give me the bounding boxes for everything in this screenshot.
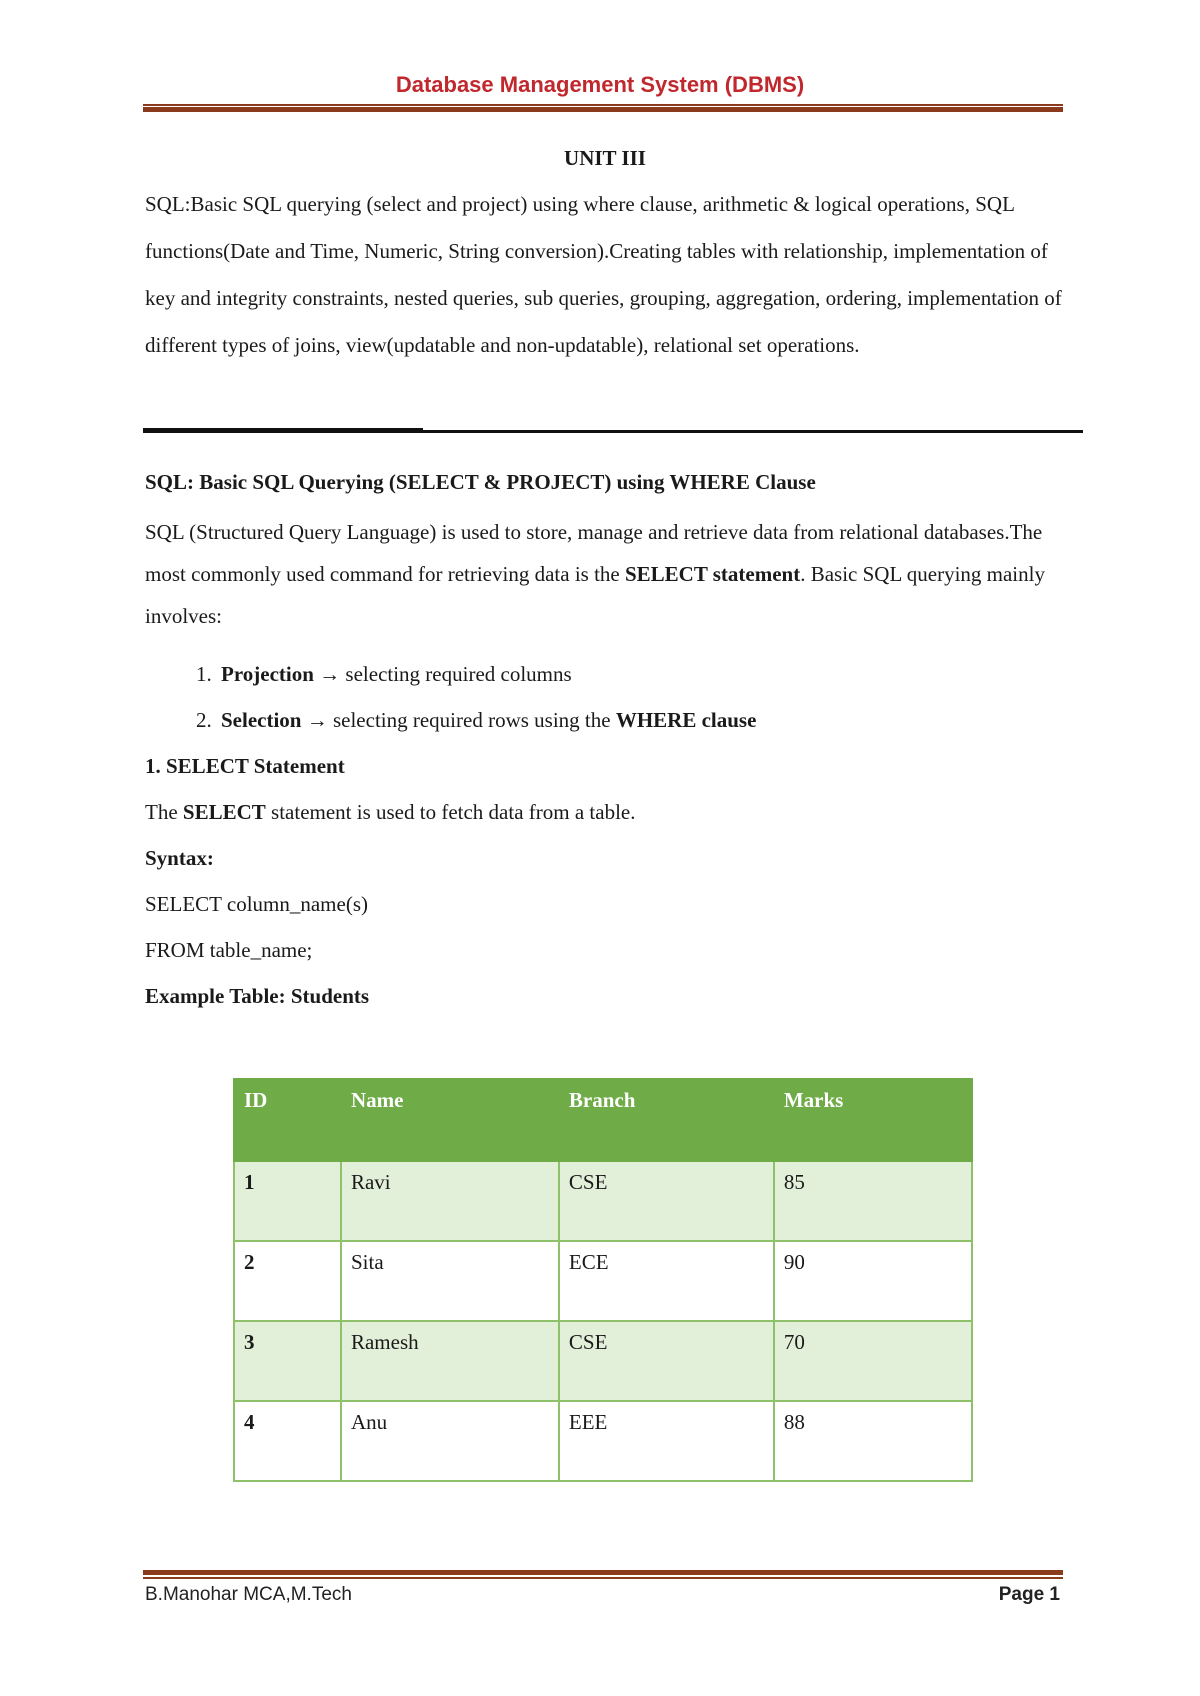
table-header-row — [234, 1079, 972, 1161]
table-cell: Anu — [341, 1401, 559, 1481]
section-divider-accent — [143, 428, 423, 433]
table-cell: 3 — [234, 1321, 341, 1401]
main-section — [145, 470, 1075, 1019]
step-text: → selecting required columns — [313, 662, 572, 686]
table-cell: 70 — [774, 1321, 972, 1401]
section-heading: SQL: Basic SQL Querying (SELECT & PROJECT) using WHERE Clause — [145, 470, 816, 494]
footer-author: B.Manohar MCA,M.Tech — [145, 1584, 352, 1605]
example-label: Example Table: Students — [145, 984, 370, 1008]
step-bold-2: WHERE clause — [615, 708, 757, 732]
step-bold: Projection — [221, 662, 314, 686]
column-header: Branch — [559, 1079, 774, 1161]
table-row — [234, 1321, 972, 1401]
table-cell: 85 — [774, 1161, 972, 1241]
table-cell: 1 — [234, 1161, 341, 1241]
para-text-2: . Basic SQL querying mainly involves: — [145, 562, 1045, 628]
table-cell: 4 — [234, 1401, 341, 1481]
unit-title: UNIT III — [564, 146, 646, 170]
list-item — [217, 651, 1075, 697]
table-cell: 2 — [234, 1241, 341, 1321]
column-header: Marks — [774, 1079, 972, 1161]
table-cell: 90 — [774, 1241, 972, 1321]
table-cell: Ramesh — [341, 1321, 559, 1401]
table-row — [234, 1161, 972, 1241]
step-text: → selecting required rows using the — [301, 708, 616, 732]
sub-heading: 1. SELECT Statement — [145, 754, 345, 778]
select-desc-1: The — [145, 800, 183, 824]
header-rule — [143, 104, 1063, 106]
syntax-line-2: FROM table_name; — [145, 938, 313, 962]
table-cell: Ravi — [341, 1161, 559, 1241]
table-row — [234, 1241, 972, 1321]
steps-list — [145, 651, 1075, 743]
select-desc-bold: SELECT — [182, 800, 266, 824]
table-cell: CSE — [559, 1321, 774, 1401]
table-cell: CSE — [559, 1161, 774, 1241]
page-header-title: Database Management System (DBMS) — [395, 72, 805, 97]
students-table — [233, 1078, 973, 1482]
table-row — [234, 1401, 972, 1481]
section-paragraph — [145, 511, 1075, 637]
step-bold: Selection — [221, 708, 302, 732]
footer-page-number: Page 1 — [998, 1584, 1060, 1605]
syntax-line-1: SELECT column_name(s) — [145, 892, 368, 916]
table-cell: ECE — [559, 1241, 774, 1321]
unit-summary — [145, 142, 1065, 369]
footer-rule-thick — [143, 1570, 1063, 1575]
select-desc-2: statement is used to fetch data from a table. — [265, 800, 636, 824]
table-cell: 88 — [774, 1401, 972, 1481]
list-item — [217, 697, 1075, 743]
syntax-label: Syntax: — [145, 846, 214, 870]
table-cell: Sita — [341, 1241, 559, 1321]
footer-rule — [143, 1577, 1063, 1579]
column-header: Name — [341, 1079, 559, 1161]
para-text-1: SQL (Structured Query Language) is used to store, manage and retrieve data from relational databases.The most commonly used command for retrieving data is the — [145, 520, 1043, 586]
unit-intro: SQL:Basic SQL querying (select and project) using where clause, arithmetic & logical operations, SQL functions(Date and Time, Numeric, String conversion).Creating tables with relationship, implementation of key and integrity constraints, nested queries, sub queries, grouping, aggregation, ordering, implementation of different types of joins, view(updatable and non-updatable), relational set operations. — [145, 192, 1062, 357]
para-bold: SELECT statement — [624, 562, 801, 586]
header-rule-thick — [143, 107, 1063, 112]
table-cell: EEE — [559, 1401, 774, 1481]
column-header: ID — [234, 1079, 341, 1161]
select-description — [145, 789, 1075, 835]
